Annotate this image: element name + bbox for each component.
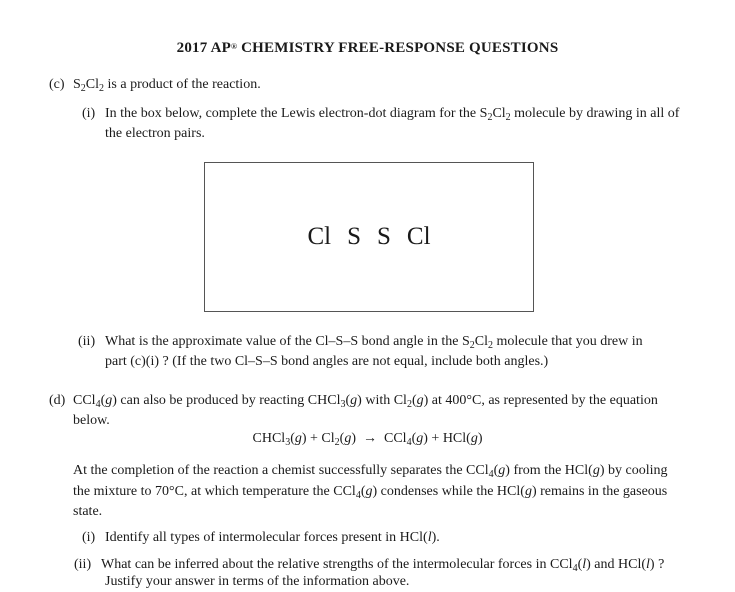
part-d-label: (d) [49, 393, 66, 408]
reaction-arrow: → [363, 431, 377, 446]
part-d-i-text: Identify all types of intermolecular forces present in HCl(l). [105, 530, 440, 545]
part-d-paragraph-line3: state. [73, 504, 103, 519]
reaction-equation: CHCl$_3$(g) + $Cl_2(g) \to CCl_4(g) + HCl(g)$ [252, 431, 483, 448]
part-d-text: CCl$_4$(g) can also be produced by reacting CHCl$_3$(g) with $Cl_2(g)$ at 400°C, as represented by the equation [73, 393, 658, 410]
part-d-ii-text-cont: Justify your answer in terms of the information above. [105, 574, 410, 589]
part-d-text-cont: below. [73, 413, 110, 428]
part-d-paragraph-line2: the mixture to 70°C, at which temperature the CCl$_4$(g) condenses while the HCl(g) remains in the gaseous [73, 484, 668, 501]
page-title: 2017 AP® CHEMISTRY FREE-RESPONSE QUESTIONS [176, 40, 559, 56]
part-c-ii-text: What is the approximate value of the Cl–S–S bond angle in the $S_2Cl_2$ molecule that you drew in [105, 334, 643, 351]
atom-cl-right: Cl [406, 223, 431, 250]
part-c-ii-label: (ii) [78, 334, 96, 349]
part-d-ii-label: (ii) [74, 557, 92, 572]
lewis-atoms [204, 223, 534, 251]
part-c-i-label: (i) [82, 106, 96, 121]
part-c-i-text-cont: the electron pairs. [105, 126, 205, 141]
part-d-i-label: (i) [82, 530, 96, 545]
part-c-label: (c) [49, 77, 65, 92]
part-c-i-text: In the box below, complete the Lewis electron-dot diagram for the $S_2Cl_2$ molecule by drawing in all of [105, 106, 680, 123]
part-c-ii-text-cont: part (c)(i) ? (If the two Cl–S–S bond angles are not equal, include both angles.) [105, 354, 549, 369]
part-d-paragraph-line1: At the completion of the reaction a chemist successfully separates the CCl$_4$(g) from the HCl(g) by cooling [73, 463, 668, 480]
part-d-ii-text: What can be inferred about the relative strengths of the intermolecular forces in CCl$_4$(l) and HCl(l) ? [101, 557, 665, 574]
atom-cl-left: Cl [307, 223, 332, 250]
part-c-statement: $S_2Cl_2$ is a product of the reaction. [73, 77, 261, 94]
atom-s-1: S [347, 223, 361, 250]
atom-s-2: S [377, 223, 391, 250]
